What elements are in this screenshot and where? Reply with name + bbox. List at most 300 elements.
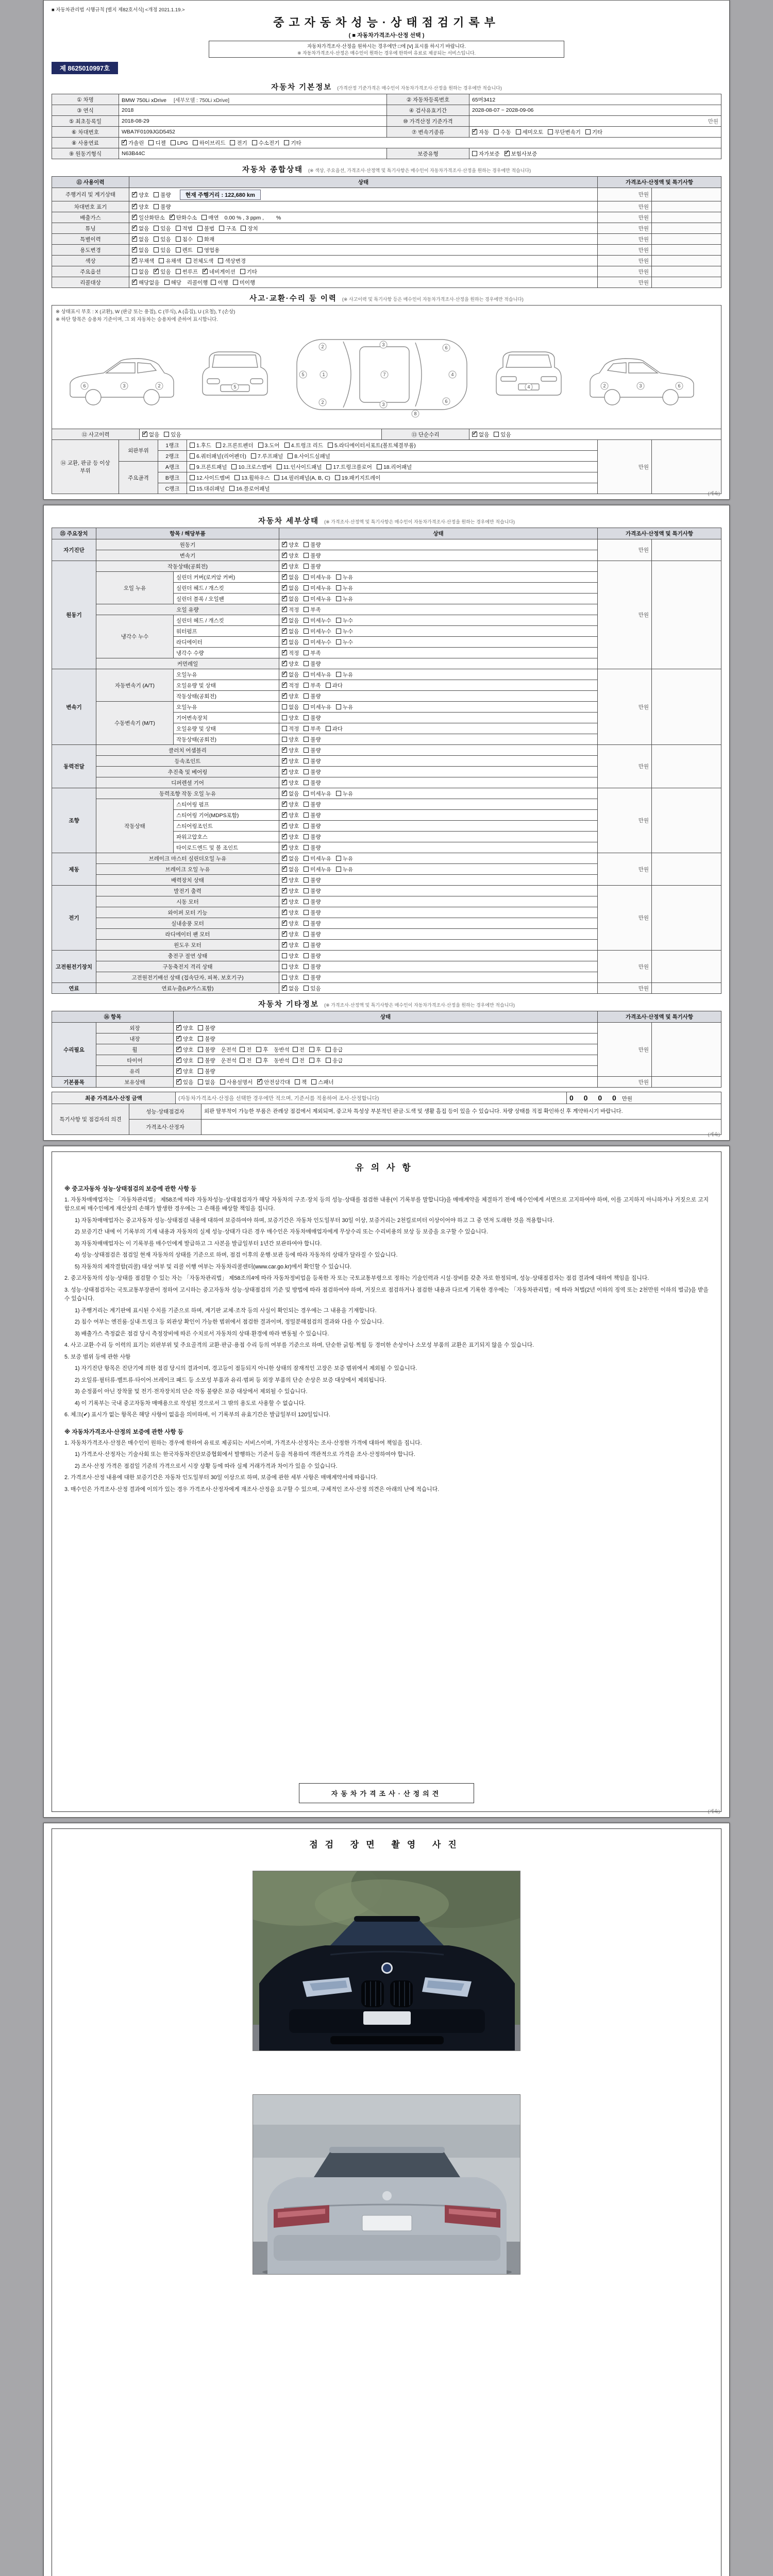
checkbox-checked[interactable] <box>282 791 287 796</box>
checkbox-checked[interactable] <box>282 574 287 580</box>
option-group <box>132 269 176 275</box>
option <box>190 474 230 482</box>
checkbox[interactable] <box>304 737 309 742</box>
option <box>282 725 299 733</box>
checkbox-checked[interactable] <box>282 585 287 590</box>
checkbox[interactable] <box>241 226 246 231</box>
option-group <box>282 910 326 916</box>
checkbox[interactable] <box>231 464 237 469</box>
checkbox[interactable] <box>494 129 499 134</box>
price-cell: 만원 <box>597 256 651 266</box>
option-label: 일산화탄소 <box>139 214 165 221</box>
checkbox-checked[interactable] <box>203 269 208 274</box>
option <box>336 866 353 873</box>
price-opinion-box: 자동차가격조사·산정의견 <box>299 1783 474 1803</box>
option-group <box>132 226 176 232</box>
checkbox[interactable] <box>304 888 309 893</box>
checkbox[interactable] <box>198 1025 203 1030</box>
checkbox[interactable] <box>154 226 159 231</box>
checkbox-checked[interactable] <box>282 769 287 774</box>
option <box>472 150 500 158</box>
checkbox[interactable] <box>304 704 309 709</box>
checkbox-checked[interactable] <box>176 1025 181 1030</box>
option <box>230 139 247 147</box>
checkbox-checked[interactable] <box>176 1069 181 1074</box>
checkbox[interactable] <box>216 443 221 448</box>
checkbox-checked[interactable] <box>282 888 287 893</box>
checkbox[interactable] <box>494 432 499 437</box>
checkbox[interactable] <box>256 1047 261 1052</box>
row-label: 배출가스 <box>52 212 129 223</box>
checkbox[interactable] <box>240 1058 245 1063</box>
checkbox[interactable] <box>219 226 224 231</box>
checkbox-checked[interactable] <box>282 856 287 861</box>
option-label: 부족 <box>310 682 321 689</box>
checkbox-checked[interactable] <box>176 1079 181 1084</box>
checkbox[interactable] <box>304 596 309 601</box>
checkbox-checked[interactable] <box>282 780 287 785</box>
option-label: 있음 <box>160 247 171 253</box>
checkbox[interactable] <box>326 1058 331 1063</box>
checkbox-checked[interactable] <box>282 802 287 807</box>
checkbox[interactable] <box>304 715 309 720</box>
checkbox[interactable] <box>274 475 279 480</box>
checkbox-checked[interactable] <box>132 226 137 231</box>
option-label: LPG <box>177 140 188 146</box>
checkbox-checked[interactable] <box>282 639 287 645</box>
option-label: 있음 <box>160 236 171 243</box>
accident-history-label: ⑫ 사고이력 <box>52 429 140 440</box>
checkbox[interactable] <box>240 269 245 274</box>
price-cell: 만원 <box>597 951 651 983</box>
checkbox[interactable] <box>193 140 198 145</box>
option <box>304 714 321 722</box>
checkbox-checked[interactable] <box>282 564 287 569</box>
checkbox-checked[interactable] <box>282 542 287 547</box>
checkbox-checked[interactable] <box>282 661 287 666</box>
detail-row <box>52 539 721 550</box>
checkbox-checked[interactable] <box>282 683 287 688</box>
checkbox[interactable] <box>234 475 240 480</box>
checkbox[interactable] <box>304 867 309 872</box>
checkbox-checked[interactable] <box>282 942 287 947</box>
checkbox[interactable] <box>190 453 195 459</box>
option <box>198 1057 215 1064</box>
checkbox-checked[interactable] <box>132 204 137 209</box>
checkbox[interactable] <box>377 464 382 469</box>
option <box>282 801 299 808</box>
checkbox-checked[interactable] <box>282 672 287 677</box>
checkbox[interactable] <box>336 574 341 580</box>
checkbox[interactable] <box>190 464 195 469</box>
state-code-legend: ※ 상태표시 부호 : X (교환), W (판금 또는 용접), C (부식), A (흠집), U (요철), T (손상) <box>56 309 236 315</box>
checkbox[interactable] <box>218 258 223 263</box>
checkbox[interactable] <box>171 140 176 145</box>
checkbox[interactable] <box>295 1079 300 1084</box>
checkbox[interactable] <box>282 726 287 731</box>
checkbox[interactable] <box>282 975 287 980</box>
option <box>282 866 299 873</box>
option-label: 불량 <box>310 931 321 938</box>
state-cell <box>279 594 598 604</box>
checkbox[interactable] <box>197 247 203 252</box>
checkbox[interactable] <box>233 280 238 285</box>
field-value <box>469 127 721 138</box>
notice-body-2 <box>64 1439 709 1497</box>
option <box>216 442 253 449</box>
checkbox[interactable] <box>293 1047 298 1052</box>
checkbox[interactable] <box>336 618 341 623</box>
checkbox-checked[interactable] <box>132 258 137 263</box>
option-label: 불량 <box>310 963 321 970</box>
checkbox[interactable] <box>304 585 309 590</box>
option-label: 구조 <box>226 225 237 232</box>
checkbox[interactable] <box>326 464 331 469</box>
option-group <box>122 140 306 146</box>
checkbox-checked[interactable] <box>257 1079 262 1084</box>
checkbox-checked[interactable] <box>132 236 137 242</box>
checkbox-checked[interactable] <box>132 192 137 197</box>
checkbox-checked[interactable] <box>282 931 287 937</box>
checkbox[interactable] <box>304 758 309 764</box>
checkbox-checked[interactable] <box>282 650 287 655</box>
checkbox-checked[interactable] <box>282 867 287 872</box>
checkbox[interactable] <box>164 432 169 437</box>
checkbox[interactable] <box>304 553 309 558</box>
option-label: 응급 <box>332 1057 343 1064</box>
col-etc-price: 가격조사·산정액 및 특기사항 <box>597 1011 721 1023</box>
option <box>282 660 299 668</box>
checkbox[interactable] <box>304 639 309 645</box>
exchange-panel-table <box>52 439 721 494</box>
checkbox[interactable] <box>197 236 203 242</box>
checkbox[interactable] <box>326 1047 331 1052</box>
notice-line: 2) 보증기간 내에 이 기록부의 기재 내용과 자동차의 실제 성능·상태가 다른 경우 매수인은 자동차매매업자에게 무상수리 또는 수리비용의 보상 등 보증을 요구할 수 있습니다. <box>75 1229 488 1235</box>
option-label: 무채색 <box>139 258 155 264</box>
field-label: ② 자동차등록번호 <box>387 94 469 105</box>
checkbox-checked[interactable] <box>132 215 137 220</box>
option-label: 후 <box>263 1046 268 1053</box>
item-label: 추진축 및 베어링 <box>96 767 279 777</box>
option-label: 수동 <box>500 129 511 135</box>
option-label: 미이행 <box>239 279 256 286</box>
option <box>282 898 299 906</box>
checkbox[interactable] <box>304 856 309 861</box>
checkbox[interactable] <box>159 258 164 263</box>
checkbox[interactable] <box>282 964 287 969</box>
option-group <box>282 596 358 602</box>
option-label: 양호 <box>289 920 299 927</box>
option <box>190 442 211 449</box>
etc-table <box>52 1011 721 1088</box>
field-value: BMW 750Li xDrive [세부모델 : 750Li xDrive] <box>119 94 387 105</box>
checkbox[interactable] <box>282 737 287 742</box>
checkbox[interactable] <box>176 247 181 252</box>
checkbox[interactable] <box>240 1047 245 1052</box>
checkbox-checked[interactable] <box>282 877 287 883</box>
option-label: 불량 <box>310 834 321 840</box>
checkbox[interactable] <box>309 1047 314 1052</box>
checkbox[interactable] <box>304 748 309 753</box>
checkbox[interactable] <box>304 975 309 980</box>
price-select-line1: 자동차가격조사·산정을 원하시는 경우에만 □에 [V] 표시를 하시기 바랍니다. <box>307 44 466 49</box>
option <box>132 257 154 265</box>
checkbox-checked[interactable] <box>282 986 287 991</box>
checkbox[interactable] <box>304 910 309 915</box>
checkbox-checked[interactable] <box>142 432 147 437</box>
checkbox[interactable] <box>304 607 309 612</box>
checkbox[interactable] <box>304 693 309 699</box>
option <box>282 584 299 592</box>
checkbox-checked[interactable] <box>282 899 287 904</box>
checkbox[interactable] <box>311 1079 316 1084</box>
checkbox[interactable] <box>336 704 341 709</box>
checkbox[interactable] <box>328 443 333 448</box>
checkbox[interactable] <box>326 726 331 731</box>
checkbox-checked[interactable] <box>472 129 477 134</box>
checkbox[interactable] <box>198 1047 203 1052</box>
checkbox[interactable] <box>304 564 309 569</box>
option <box>282 790 299 798</box>
checkbox-checked[interactable] <box>282 834 287 839</box>
checkbox[interactable] <box>230 140 235 145</box>
option-label: 전체도색 <box>192 258 214 264</box>
checkbox[interactable] <box>284 140 289 145</box>
checkbox-checked[interactable] <box>282 910 287 915</box>
checkbox[interactable] <box>154 247 159 252</box>
remark-cell <box>651 539 721 561</box>
checkbox[interactable] <box>336 791 341 796</box>
price-select-box <box>209 41 564 58</box>
checkbox[interactable] <box>229 486 234 491</box>
checkbox[interactable] <box>284 443 290 448</box>
checkbox[interactable] <box>148 140 154 145</box>
option-label: 수소전기 <box>258 140 280 146</box>
checkbox[interactable] <box>154 236 159 242</box>
checkbox-checked[interactable] <box>282 629 287 634</box>
checkbox-checked[interactable] <box>282 693 287 699</box>
checkbox-checked[interactable] <box>176 1036 181 1041</box>
state-cell <box>279 929 598 940</box>
option-group <box>132 258 186 264</box>
checkbox-checked[interactable] <box>176 1058 181 1063</box>
basic-info-table <box>52 94 721 159</box>
checkbox[interactable] <box>585 129 591 134</box>
checkbox[interactable] <box>190 443 195 448</box>
checkbox[interactable] <box>336 672 341 677</box>
checkbox[interactable] <box>472 151 477 156</box>
checkbox[interactable] <box>304 629 309 634</box>
checkbox[interactable] <box>304 791 309 796</box>
inspection-photo-rear <box>253 2094 520 2275</box>
part-label: 기어변속장치 <box>174 713 279 723</box>
checkbox[interactable] <box>282 953 287 958</box>
option-label: 7.루프패널 <box>257 453 283 460</box>
option-label: 유채색 <box>165 258 181 264</box>
checkbox-checked[interactable] <box>176 1047 181 1052</box>
option-label: 있음 <box>310 985 321 992</box>
checkbox[interactable] <box>256 1058 261 1063</box>
checkbox-checked[interactable] <box>282 607 287 612</box>
option-group <box>282 802 326 808</box>
checkbox[interactable] <box>198 1079 203 1084</box>
option-label: 후 <box>263 1057 268 1064</box>
checkbox[interactable] <box>251 453 256 459</box>
notice-line: 3) 순정품이 아닌 장착물 및 전기·전자장치의 단순 작동 불량은 보증 대상에서 제외될 수 있습니다. <box>75 1388 308 1395</box>
checkbox[interactable] <box>277 464 282 469</box>
panel-rank-label: 2랭크 <box>158 451 187 462</box>
checkbox[interactable] <box>304 921 309 926</box>
option <box>282 703 299 711</box>
checkbox[interactable] <box>190 486 195 491</box>
checkbox-checked[interactable] <box>122 140 127 145</box>
checkbox[interactable] <box>304 964 309 969</box>
price-cell: 만원 <box>597 234 651 245</box>
checkbox[interactable] <box>198 1036 203 1041</box>
checkbox-checked[interactable] <box>282 758 287 764</box>
checkbox-checked[interactable] <box>282 823 287 828</box>
option <box>304 952 321 960</box>
regulation-note: ■ 자동차관리법 시행규칙 [별지 제82호서식] <개정 2021.1.19.> <box>52 7 185 13</box>
checkbox[interactable] <box>288 453 293 459</box>
state-parts <box>176 1047 347 1053</box>
option-group <box>211 280 260 286</box>
checkbox[interactable] <box>154 204 159 209</box>
checkbox[interactable] <box>304 780 309 785</box>
option-label: 불량 <box>310 563 321 570</box>
checkbox-checked[interactable] <box>154 269 159 274</box>
checkbox[interactable] <box>190 475 195 480</box>
checkbox-checked[interactable] <box>282 596 287 601</box>
checkbox[interactable] <box>201 215 207 220</box>
checkbox-checked[interactable] <box>282 921 287 926</box>
checkbox[interactable] <box>198 1069 203 1074</box>
checkbox[interactable] <box>516 129 521 134</box>
checkbox[interactable] <box>304 812 309 818</box>
option-label: 없음 <box>289 617 299 624</box>
item-label: 윈도우 모터 <box>96 940 279 951</box>
option-label: 부족 <box>310 725 321 732</box>
checkbox[interactable] <box>164 280 170 285</box>
checkbox[interactable] <box>336 629 341 634</box>
checkbox[interactable] <box>304 650 309 655</box>
checkbox[interactable] <box>548 129 553 134</box>
checkbox-checked[interactable] <box>282 845 287 850</box>
checkbox[interactable] <box>326 683 331 688</box>
checkbox[interactable] <box>304 542 309 547</box>
checkbox-checked[interactable] <box>170 215 175 220</box>
notice-line: 1) 자기진단 항목은 진단기에 의한 점검 당시의 결과이며, 경고등이 점등되지 아니한 상태의 잠재적인 고장은 보증 범위에서 제외될 수 있습니다. <box>75 1365 417 1372</box>
checkbox-checked[interactable] <box>282 812 287 818</box>
option-label: 화재 <box>204 236 215 243</box>
checkbox-checked[interactable] <box>282 553 287 558</box>
checkbox[interactable] <box>336 596 341 601</box>
detail-header-row <box>52 528 721 539</box>
checkbox[interactable] <box>304 574 309 580</box>
state-parts <box>132 258 250 264</box>
checkbox[interactable] <box>176 226 181 231</box>
checkbox[interactable] <box>186 258 191 263</box>
item-label: 휠 <box>96 1044 174 1055</box>
checkbox[interactable] <box>154 192 159 197</box>
checkbox[interactable] <box>258 443 263 448</box>
checkbox[interactable] <box>304 942 309 947</box>
option <box>282 952 299 960</box>
checkbox[interactable] <box>197 226 203 231</box>
checkbox[interactable] <box>198 1058 203 1063</box>
option <box>190 452 246 460</box>
checkbox[interactable] <box>304 899 309 904</box>
option-label: 불량 <box>310 942 321 948</box>
checkbox-checked[interactable] <box>472 432 477 437</box>
field-label: ④ 검사유효기간 <box>387 105 469 116</box>
checkbox[interactable] <box>211 280 216 285</box>
checkbox[interactable] <box>304 618 309 623</box>
checkbox[interactable] <box>282 704 287 709</box>
checkbox[interactable] <box>336 867 341 872</box>
option-group <box>282 683 347 689</box>
checkbox-checked[interactable] <box>282 618 287 623</box>
checkbox[interactable] <box>304 834 309 839</box>
option-label: 세미오토 <box>522 129 544 135</box>
checkbox[interactable] <box>304 877 309 883</box>
option <box>231 463 272 471</box>
option <box>176 246 193 254</box>
checkbox[interactable] <box>176 269 181 274</box>
option <box>304 855 331 862</box>
overall-title: 자동차 종합상태 <box>242 166 303 174</box>
col-item-part: 항목 / 해당부품 <box>96 528 279 539</box>
checkbox[interactable] <box>304 802 309 807</box>
checkbox[interactable] <box>335 475 340 480</box>
checkbox[interactable] <box>304 769 309 774</box>
checkbox[interactable] <box>282 715 287 720</box>
option-label: 불량 <box>310 801 321 808</box>
checkbox[interactable] <box>304 953 309 958</box>
checkbox[interactable] <box>176 236 181 242</box>
checkbox[interactable] <box>336 856 341 861</box>
checkbox[interactable] <box>304 823 309 828</box>
checkbox[interactable] <box>304 726 309 731</box>
checkbox-checked[interactable] <box>132 280 137 285</box>
checkbox[interactable] <box>132 269 137 274</box>
option-group <box>282 629 358 635</box>
checkbox[interactable] <box>304 672 309 677</box>
checkbox-checked[interactable] <box>505 151 510 156</box>
device-label: 조향 <box>52 788 96 853</box>
panel-items <box>187 451 598 462</box>
checkbox[interactable] <box>304 661 309 666</box>
option <box>176 1078 193 1086</box>
checkbox[interactable] <box>304 986 309 991</box>
option <box>516 128 544 136</box>
option-label: 없음 <box>289 585 299 591</box>
checkbox[interactable] <box>309 1058 314 1063</box>
checkbox[interactable] <box>252 140 257 145</box>
option <box>326 725 343 733</box>
checkbox[interactable] <box>336 639 341 645</box>
checkbox[interactable] <box>304 931 309 937</box>
state-cell <box>279 626 598 637</box>
checkbox[interactable] <box>293 1058 298 1063</box>
checkbox[interactable] <box>220 1079 225 1084</box>
checkbox-checked[interactable] <box>282 748 287 753</box>
checkbox[interactable] <box>304 683 309 688</box>
state-parts <box>132 280 260 286</box>
checkbox[interactable] <box>336 585 341 590</box>
checkbox-checked[interactable] <box>132 247 137 252</box>
checkbox[interactable] <box>304 845 309 850</box>
